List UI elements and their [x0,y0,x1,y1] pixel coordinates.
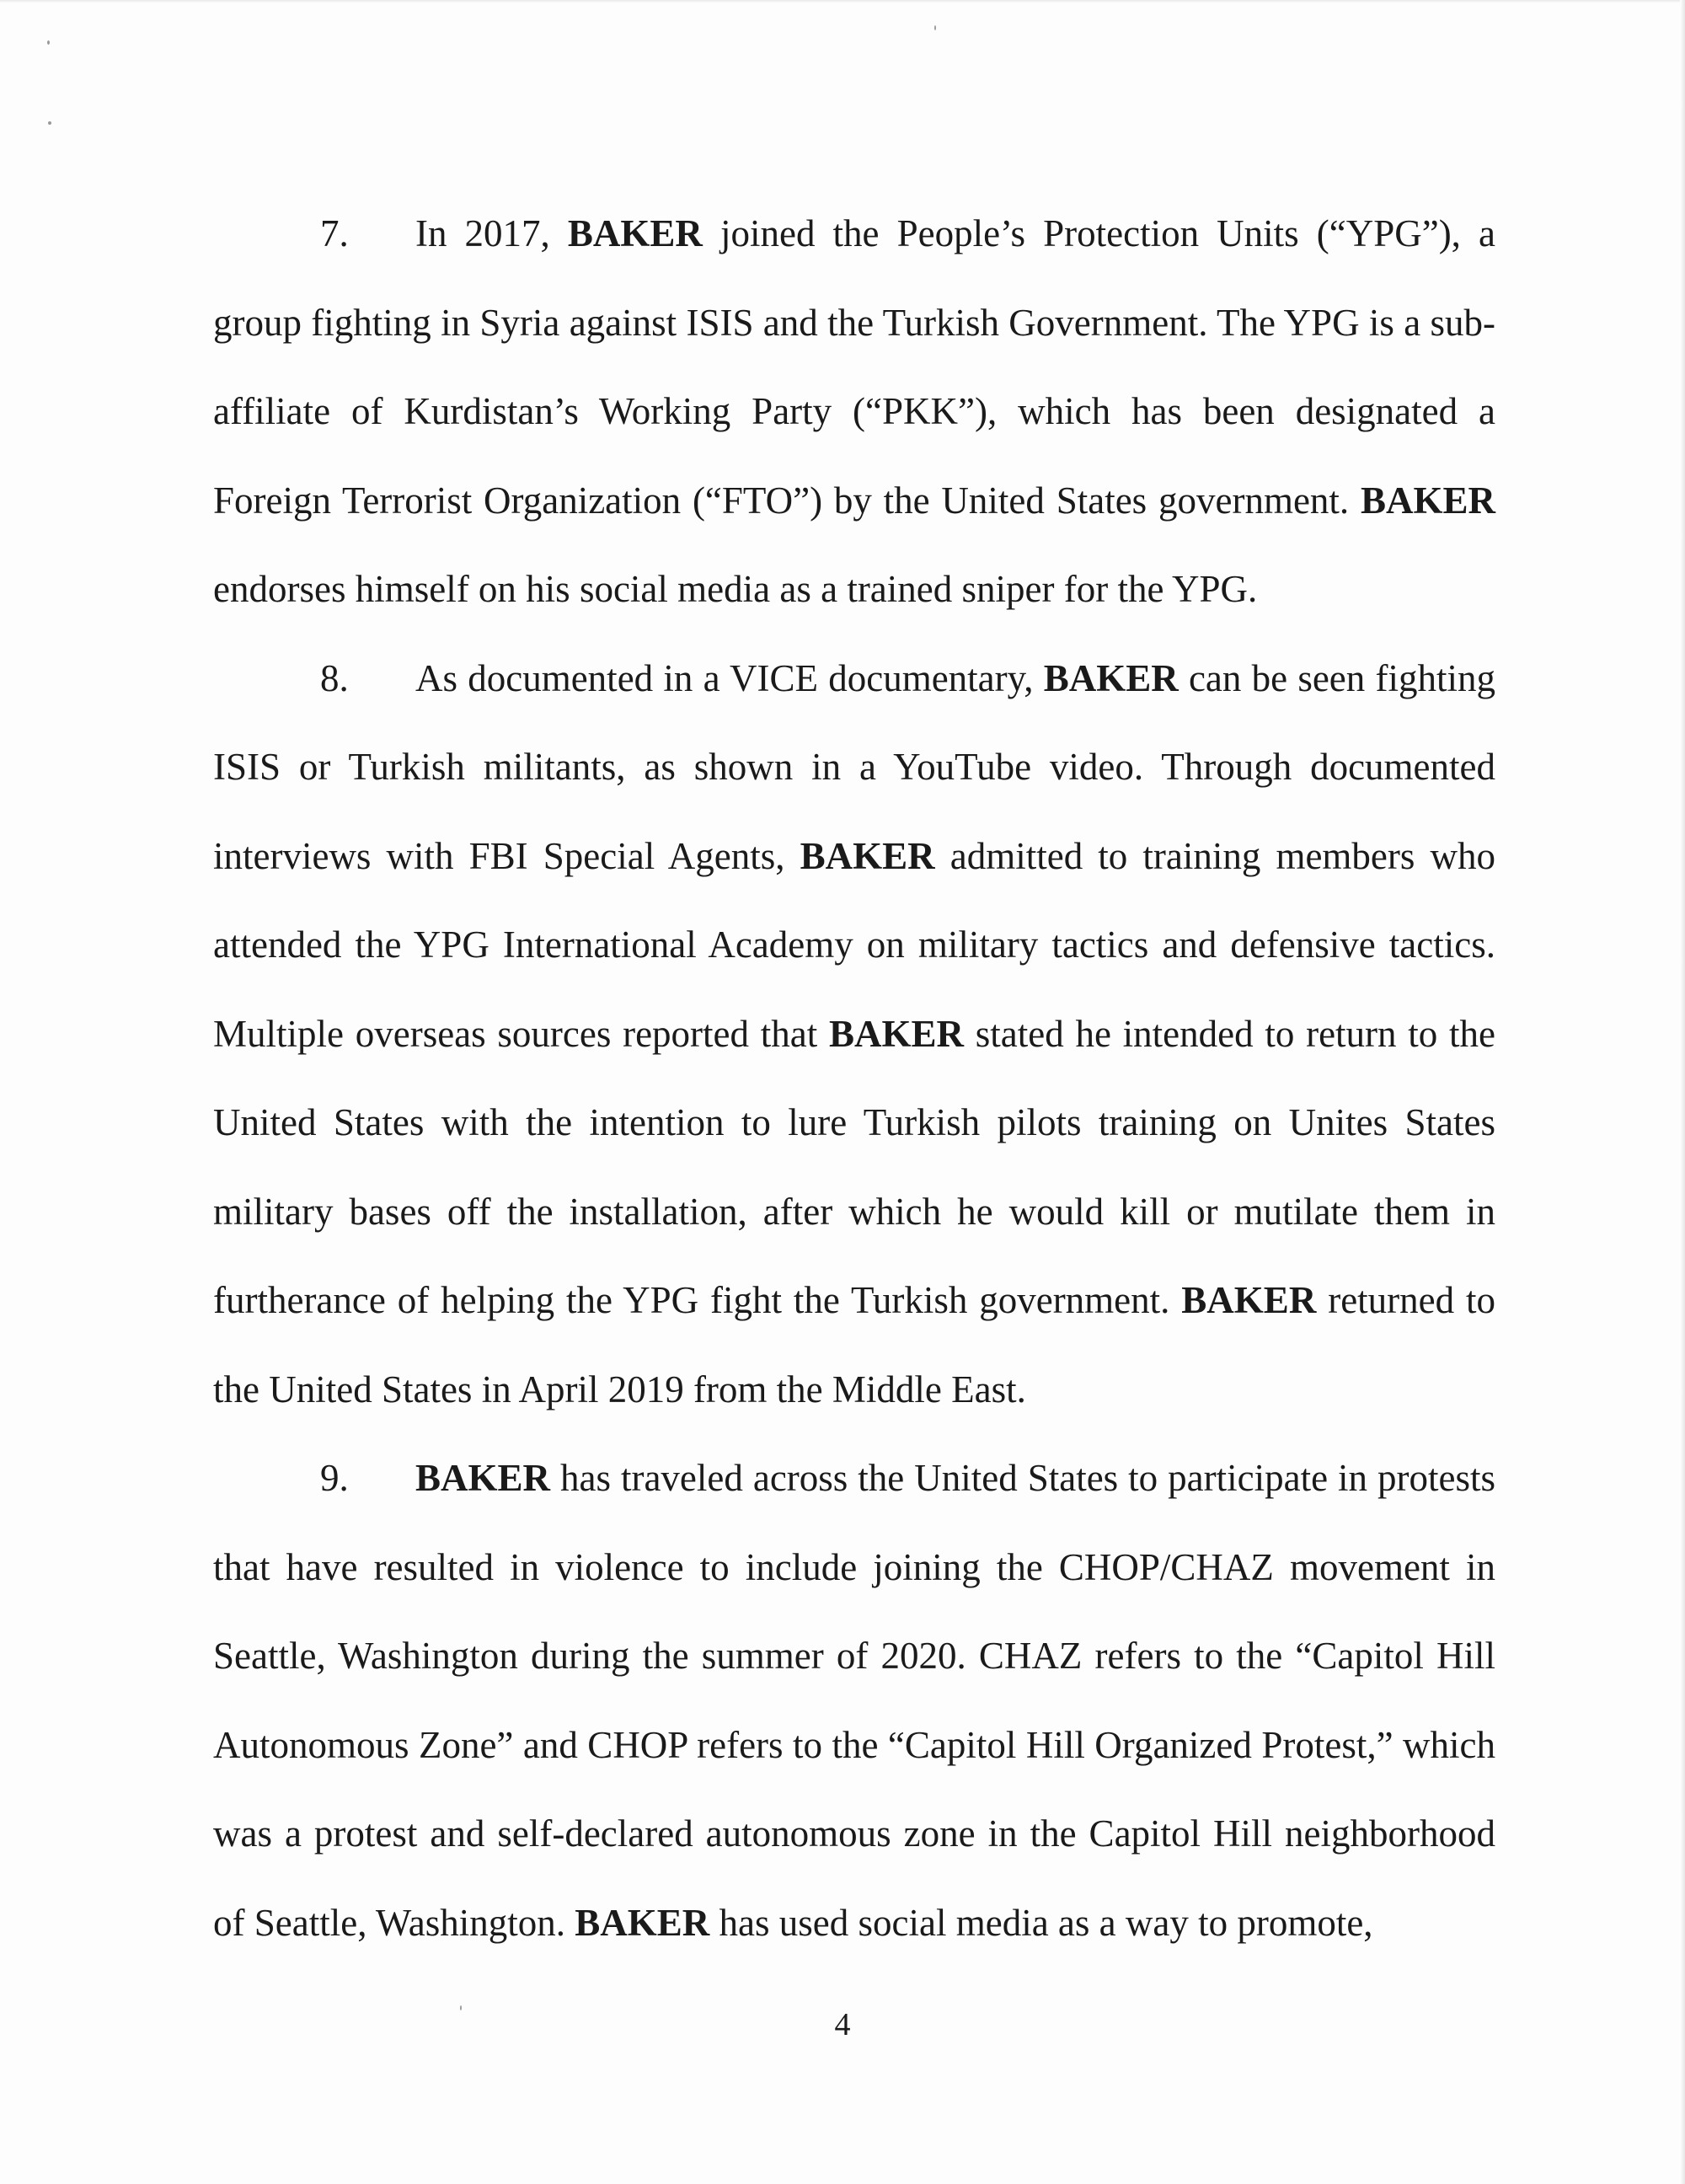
scan-speck [47,40,50,45]
paragraph-segment: stated he intended to return to the United States with the intention to lure Turkish pilots training on Unites States military bases off the installation, after which he would kill or mutilate them in furtherance of helping the YPG fight the Turkish government. [213,1012,1495,1321]
paragraph-segment: In 2017, [415,212,568,254]
scan-right-edge [1680,0,1685,2184]
defendant-name: BAKER [575,1901,710,1944]
paragraph-text [213,657,1495,1410]
paragraph-number: 8. [320,656,349,699]
paragraph-segment: has used social media as a way to promote, [709,1901,1373,1944]
paragraph-segment: can be seen fighting ISIS or Turkish militants, as shown in a YouTube video. Through documented interviews with FBI Special Agents, [213,656,1495,877]
scan-top-edge [0,0,1685,3]
paragraph-9 [213,1434,1495,1967]
paragraph-segment: admitted to training members who attended the YPG International Academy on military tactics and defensive tactics. Multiple overseas sources reported that [213,834,1495,1055]
defendant-name: BAKER [1181,1279,1317,1321]
paragraph-8 [213,634,1495,1435]
paragraph-number: 9. [320,1457,349,1499]
paragraph-segment: returned to the United States in April 2019 from the Middle East. [213,1279,1496,1410]
paragraph-7 [213,190,1495,634]
paragraph-number: 7. [320,212,349,254]
paragraph-segment: As documented in a VICE documentary, [415,656,1044,699]
defendant-name: BAKER [828,1012,965,1055]
defendant-name: BAKER [567,212,703,254]
paragraph-segment: has traveled across the United States to participate in protests that have resulted in violence to include joining the CHOP/CHAZ movement in Seattle, Washington during the summer of 2020. CHAZ refers to the “Capitol Hill Autonomous Zone” and CHOP refers to the “Capitol Hill Organized Protest,” which was a protest and self-declared autonomous zone in the Capitol Hill neighborhood of Seattle, Washington. [213,1457,1495,1944]
paragraph-segment: joined the People’s Protection Units (“YPG”), a group fighting in Syria against ISIS and the Turkish Government. The YPG is a sub-affiliate of Kurdistan’s Working Party (“PKK”), which has been designated a Foreign Terrorist Organization (“FTO”) by the United States government. [213,212,1495,522]
defendant-name: BAKER [415,1457,551,1499]
page-number: 4 [834,2007,851,2042]
paragraph-text [213,1457,1495,1944]
paragraph-segment: endorses himself on his social media as a trained sniper for the YPG. [213,568,1258,610]
scan-speck [48,121,51,125]
defendant-name: BAKER [800,834,935,877]
scan-speck [934,25,936,30]
document-body [213,190,1495,1967]
defendant-name: BAKER [1360,479,1495,522]
defendant-name: BAKER [1043,656,1179,699]
